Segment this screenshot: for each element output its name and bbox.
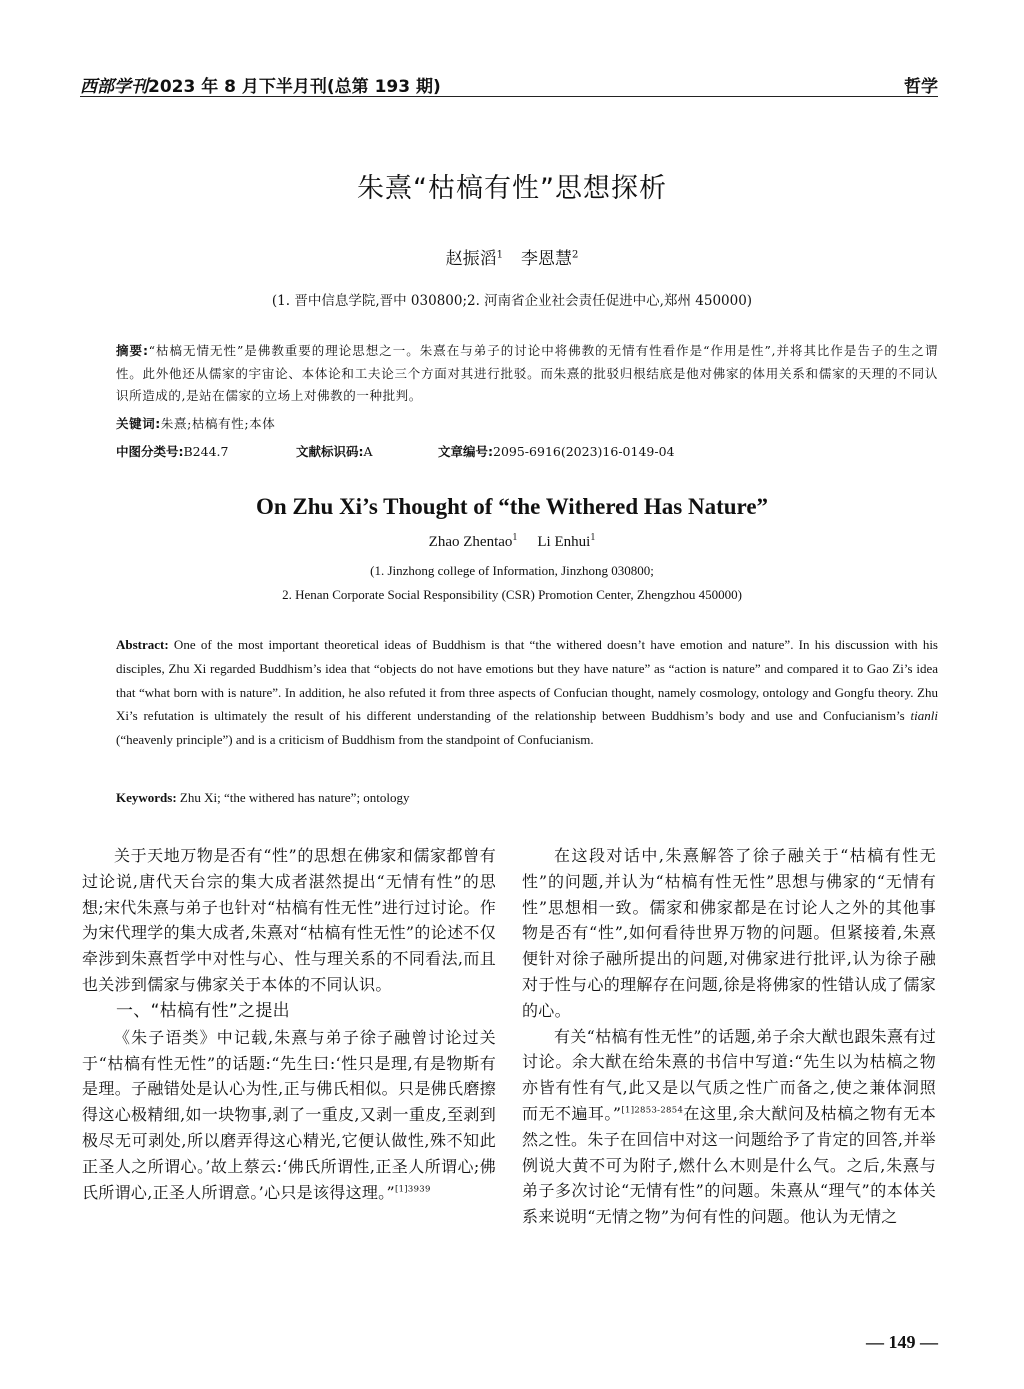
article-number <box>438 442 674 460</box>
paragraph-text: 在这里,余大猷问及枯槁之物有无本然之性。朱子在回信中对这一问题给予了肯定的回答,并举例说大黄不可为附子,燃什么木则是什么气。之后,朱熹与弟子多次讨论“无情有性”的问题。朱熹从“理气”的本体关系来说明“无情之物”为何有性的问题。他认为无情之 <box>522 1103 937 1227</box>
clc-value: B244.7 <box>183 444 229 459</box>
keywords-label: Keywords: <box>116 790 177 805</box>
abstract-en <box>116 633 938 752</box>
author-affil-mark: 1 <box>590 532 596 543</box>
art-label: 文章编号: <box>438 444 493 459</box>
body-paragraph <box>522 1024 936 1230</box>
body-column-left <box>82 843 496 1205</box>
section-heading: 一、“枯槁有性”之提出 <box>116 1000 290 1021</box>
keywords-text: 朱熹;枯槁有性;本体 <box>160 416 276 431</box>
authors-en <box>0 532 1024 551</box>
author-name: 李恩慧 <box>521 249 572 269</box>
author-name: 赵振滔 <box>445 249 497 269</box>
art-value: 2095-6916(2023)16-0149-04 <box>493 444 675 459</box>
article-title-en: On Zhu Xi’s Thought of “the Withered Has Nature” <box>255 494 769 519</box>
page-number: — 149 — <box>866 1332 938 1352</box>
abstract-text: “枯槁无情无性”是佛教重要的理论思想之一。朱熹在与弟子的讨论中将佛教的无情有性看作是“作用是性”,并将其比作是告子的生之谓性。此外他还从儒家的宇宙论、本体论和工夫论三个方面对其进行批驳。而朱熹的批驳归根结底是他对佛家的体用关系和儒家的天理的不同认识所造成的,是站在儒家的立场上对佛教的一种批判。 <box>116 343 938 403</box>
keywords-label: 关键词: <box>116 416 161 431</box>
journal-logo: 西部学刊 <box>80 77 148 97</box>
clc-label: 中图分类号: <box>116 444 184 459</box>
issue-text: 2023 年 8 月下半月刊(总第 193 期) <box>148 77 441 97</box>
affiliation-en-line: (1. Jinzhong college of Information, Jinzhong 030800; <box>370 563 654 578</box>
affiliation-en-line: 2. Henan Corporate Social Responsibility (CSR) Promotion Center, Zhengzhou 450000) <box>282 587 742 602</box>
running-header <box>80 66 938 97</box>
doc-value: A <box>363 444 373 459</box>
journal-issue <box>80 72 441 97</box>
body-paragraph: 关于天地万物是否有“性”的思想在佛家和儒家都曾有过论说,唐代天台宗的集大成者湛然提出“无情有性”的思想;宋代朱熹与弟子也针对“枯槁有性无性”进行过讨论。作为宋代理学的集大成者,朱熹对“枯槁有性无性”的论述不仅牵涉到朱熹哲学中对性与心、性与理关系的不同看法,而且也关涉到儒家与佛家关于本体的不同认识。 <box>82 846 496 994</box>
doc-label: 文献标识码: <box>296 444 364 459</box>
author-affil-mark: 1 <box>512 532 518 543</box>
abstract-italic-term: tianli <box>910 708 938 724</box>
abstract-text: One of the most important theoretical ideas of Buddhism is that “the withered doesn’t have emotion and nature”. In his discussion with his disciples, Zhu Xi regarded Buddhism’s idea that “objects do not have emotions but they have nature” as “action is nature” and compared it to Gao Zi’s idea that “what born with is nature”. In addition, he also refuted it from three aspects of Confucian thought, namely cosmology, ontology and Gongfu theory. Zhu Xi’s refutation is ultimately the result of his different understanding of the relationship between Buddhism’s body and use and Confucianism’s <box>116 637 938 724</box>
body-paragraph <box>82 1025 496 1206</box>
author-affil-mark: 2 <box>572 249 579 261</box>
affiliation-cn: (1. 晋中信息学院,晋中 030800;2. 河南省企业社会责任促进中心,郑州 450000) <box>271 293 753 309</box>
keywords-cn <box>116 414 275 432</box>
body-column-right <box>522 843 936 1230</box>
keywords-text: Zhu Xi; “the withered has nature”; ontology <box>176 790 410 805</box>
abstract-cn <box>116 340 938 408</box>
paragraph-text: 有关“枯槁有性无性”的话题,弟子余大猷也跟朱熹有过讨论。余大猷在给朱熹的书信中写道:“先生以为枯槁之物亦皆有性有气,此又是以气质之性广而备之,使之兼体洞照而无不遍耳。” <box>522 1026 936 1123</box>
author-affil-mark: 1 <box>496 249 503 261</box>
author-name: Zhao Zhentao <box>428 534 513 550</box>
author-name: Li Enhui <box>537 534 591 550</box>
abstract-label: 摘要: <box>116 343 149 358</box>
abstract-text: (“heavenly principle”) and is a criticism of Buddhism from the standpoint of Confucianism. <box>116 732 594 748</box>
section-name: 哲学 <box>904 77 938 97</box>
article-title-cn: 朱熹“枯槁有性”思想探析 <box>357 173 667 204</box>
abstract-label: Abstract: <box>116 637 169 652</box>
citation: [1]2853-2854 <box>621 1105 684 1116</box>
document-code <box>296 442 373 460</box>
keywords-en <box>116 790 410 806</box>
body-paragraph: 在这段对话中,朱熹解答了徐子融关于“枯槁有性无性”的问题,并认为“枯槁有性无性”思想与佛家的“无情有性”思想相一致。儒家和佛家都是在讨论人之外的其他事物是否有“性”,如何看待世界万物的问题。但紧接着,朱熹便针对徐子融所提出的问题,对佛家进行批评,认为徐子融对于性与心的理解存在问题,徐是将佛家的性错认成了儒家的心。 <box>522 846 936 1020</box>
citation: [1]3939 <box>394 1184 431 1195</box>
paragraph-text: 《朱子语类》中记载,朱熹与弟子徐子融曾讨论过关于“枯槁有性无性”的话题:“先生曰:‘性只是理,有是物斯有是理。子融错处是认心为性,正与佛氏相似。只是佛氏磨擦得这心极精细,如一块物事,剥了一重皮,又剥一重皮,至剥到极尽无可剥处,所以磨弄得这心精光,它便认做性,殊不知此正圣人之所谓心。’故上蔡云:‘佛氏所谓性,正圣人所谓心;佛氏所谓心,正圣人所谓意。’心只是该得这理。” <box>82 1027 496 1202</box>
authors-cn <box>0 244 1024 269</box>
clc-number <box>116 442 228 460</box>
